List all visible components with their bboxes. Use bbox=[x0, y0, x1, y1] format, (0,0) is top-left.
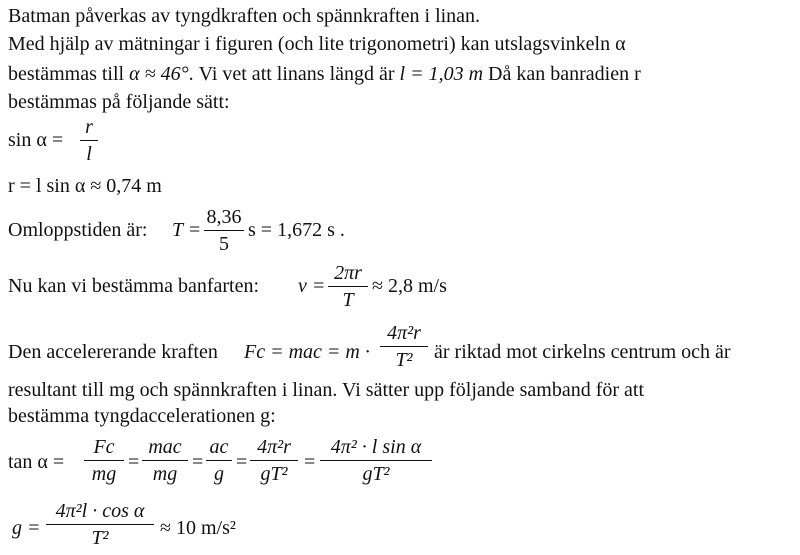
tan-fraction-5-numerator: 4π² · l sin α bbox=[330, 436, 422, 458]
tan-fraction-3 bbox=[206, 436, 232, 485]
equals-sign: = bbox=[304, 451, 316, 473]
angle-expression: α ≈ 46° bbox=[129, 63, 189, 85]
equals-sign: = bbox=[192, 451, 204, 473]
tan-fraction-5-denominator: gT² bbox=[362, 463, 390, 485]
fraction-bar bbox=[380, 346, 428, 347]
tan-fraction-2-numerator: mac bbox=[148, 436, 182, 458]
tan-fraction-2-denominator: mg bbox=[152, 463, 178, 485]
fraction-bar bbox=[206, 460, 232, 461]
centripetal-denominator: T² bbox=[395, 349, 413, 371]
tan-equation-lhs: tan α = bbox=[8, 451, 65, 473]
speed-fraction bbox=[328, 262, 368, 311]
g-fraction-denominator: T² bbox=[91, 527, 109, 549]
equals-sign: = bbox=[236, 451, 248, 473]
fraction-bar bbox=[46, 524, 154, 525]
period-numerator: 8,36 bbox=[206, 206, 242, 228]
period-result: s = 1,672 s . bbox=[248, 219, 345, 241]
fraction-bar bbox=[204, 230, 244, 231]
centripetal-line-3: bestämma tyngdaccelerationen g: bbox=[8, 405, 276, 427]
sin-fraction-numerator: r bbox=[85, 116, 93, 138]
tan-fraction-3-numerator: ac bbox=[209, 436, 229, 458]
fraction-bar bbox=[142, 460, 188, 461]
tan-fraction-4 bbox=[250, 436, 298, 485]
centripetal-text: är riktad mot cirkelns centrum och är bbox=[434, 341, 731, 363]
sin-fraction bbox=[80, 116, 98, 165]
radius-equation: r = l sin α ≈ 0,74 m bbox=[8, 175, 162, 197]
text-line-2: Med hjälp av mätningar i figuren (och lite trigonometri) kan utslagsvinkeln α bbox=[8, 33, 626, 55]
fraction-bar bbox=[320, 460, 432, 461]
sin-equation-lhs: sin α = bbox=[8, 129, 64, 151]
text-line-1: Batman påverkas av tyngdkraften och spännkraften i linan. bbox=[8, 5, 481, 27]
fraction-bar bbox=[250, 460, 298, 461]
tan-fraction-1 bbox=[84, 436, 124, 485]
period-label: Omloppstiden är: bbox=[8, 219, 148, 241]
fraction-bar bbox=[80, 140, 98, 141]
g-equation-lhs: g = bbox=[12, 517, 41, 539]
tan-fraction-3-denominator: g bbox=[214, 463, 224, 485]
centripetal-expression: Fc = mac = m · bbox=[244, 341, 370, 363]
tan-fraction-4-numerator: 4π²r bbox=[257, 436, 291, 458]
fraction-bar bbox=[84, 460, 124, 461]
fraction-bar bbox=[328, 286, 368, 287]
text-line-3 bbox=[8, 62, 641, 86]
period-denominator: 5 bbox=[219, 233, 229, 255]
speed-label: Nu kan vi bestämma banfarten: bbox=[8, 275, 260, 297]
period-fraction bbox=[204, 206, 244, 255]
g-fraction-numerator: 4π²l · cos α bbox=[55, 500, 145, 522]
speed-numerator: 2πr bbox=[334, 262, 362, 284]
sin-fraction-denominator: l bbox=[86, 143, 92, 165]
tan-fraction-4-denominator: gT² bbox=[260, 463, 288, 485]
g-result: ≈ 10 m/s² bbox=[160, 517, 236, 539]
period-lhs: T = bbox=[172, 219, 202, 241]
text-line-3-mid: . Vi vet att linans längd är bbox=[188, 63, 395, 85]
text-line-3-end: Då kan banradien r bbox=[488, 63, 641, 85]
tan-fraction-1-numerator: Fc bbox=[93, 436, 115, 458]
speed-denominator: T bbox=[342, 289, 354, 311]
speed-result: ≈ 2,8 m/s bbox=[372, 275, 447, 297]
centripetal-label: Den accelererande kraften bbox=[8, 341, 218, 363]
g-fraction bbox=[46, 500, 154, 549]
tan-fraction-5 bbox=[320, 436, 432, 485]
length-expression: l = 1,03 m bbox=[399, 63, 484, 85]
tan-fraction-2 bbox=[142, 436, 188, 485]
equals-sign: = bbox=[128, 451, 140, 473]
speed-lhs: v = bbox=[298, 275, 326, 297]
centripetal-numerator: 4π²r bbox=[387, 322, 421, 344]
text-line-3-start: bestämmas till bbox=[8, 63, 125, 85]
centripetal-line-2: resultant till mg och spännkraften i linan. Vi sätter upp följande samband för att bbox=[8, 379, 645, 401]
centripetal-fraction bbox=[380, 322, 428, 371]
tan-fraction-1-denominator: mg bbox=[91, 463, 117, 485]
text-line-4: bestämmas på följande sätt: bbox=[8, 91, 230, 113]
